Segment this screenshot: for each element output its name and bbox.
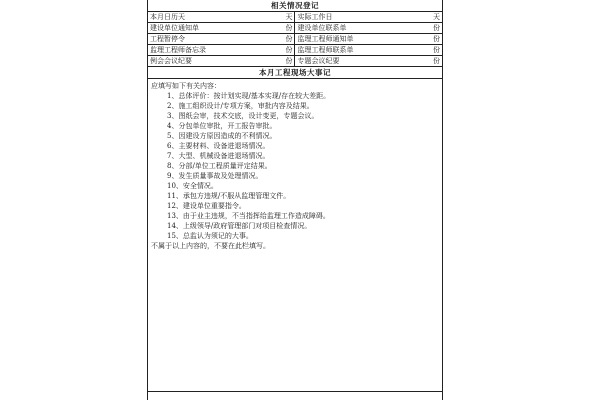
registration-row <box>148 12 442 23</box>
right-label: 监理工程师联系单 <box>295 45 422 56</box>
event-list-item: 14、上级领导/政府管理部门对项目检查情况。 <box>167 222 312 230</box>
right-label: 专题会议纪要 <box>295 56 422 67</box>
bottom-border <box>148 391 442 392</box>
event-list-item: 3、图纸会审，技术交底，设计变更，专题会议。 <box>167 112 319 120</box>
registration-row <box>148 23 442 34</box>
outro-text: 不属于以上内容的，不要在此栏填写。 <box>151 242 270 250</box>
right-unit: 份 <box>422 23 442 34</box>
event-list-item: 13、由于业主违规，不当指挥给监理工作造成障碍。 <box>167 212 330 220</box>
left-label: 工程暂停令 <box>148 34 274 45</box>
right-label: 实际工作日 <box>295 12 422 23</box>
left-unit: 份 <box>274 34 295 45</box>
report-sheet <box>147 0 443 400</box>
events-body <box>148 79 442 253</box>
registration-row <box>148 45 442 56</box>
left-label: 本月日历天 <box>148 12 274 23</box>
event-list-item: 10、安全情况。 <box>167 182 218 190</box>
left-unit: 份 <box>274 45 295 56</box>
event-list-item: 5、因建设方原因造成的不利情况。 <box>167 132 277 140</box>
event-list <box>151 91 439 241</box>
section-title: 本月工程现场大事记 <box>148 67 442 79</box>
registration-row <box>148 34 442 45</box>
registration-row <box>148 56 442 67</box>
event-list-item: 2、施工组织设计/专项方案，审批内容及结果。 <box>167 102 314 110</box>
right-label: 建设单位联系单 <box>295 23 422 34</box>
right-unit: 份 <box>422 56 442 67</box>
left-unit: 份 <box>274 56 295 67</box>
event-list-item: 4、分包单位审批，开工报告审批。 <box>167 122 277 130</box>
registration-table <box>148 12 442 67</box>
event-list-item: 6、主要材料、设备进退场情况。 <box>167 142 270 150</box>
site-events-section <box>148 67 442 253</box>
left-unit: 天 <box>274 12 295 23</box>
event-list-item: 9、发生质量事故及处理情况。 <box>167 172 263 180</box>
right-unit: 份 <box>422 34 442 45</box>
event-list-item: 1、总体评价：按计划实现/基本实现/存在较大差距。 <box>167 92 331 100</box>
event-list-item: 7、大型、机械设备进退场情况。 <box>167 152 270 160</box>
left-label: 监理工程师备忘录 <box>148 45 274 56</box>
intro-text: 应填写如下有关内容： <box>151 82 221 90</box>
left-label: 例会会议纪要 <box>148 56 274 67</box>
right-unit: 天 <box>422 12 442 23</box>
related-registration-section <box>148 0 442 67</box>
event-list-item: 15、总监认为须记的大事。 <box>167 232 253 240</box>
left-unit: 份 <box>274 23 295 34</box>
event-list-item: 11、承包方违规/不服从监理管理文件。 <box>167 192 291 200</box>
section-title: 相关情况登记 <box>148 0 442 12</box>
event-list-item: 12、建设单位重要指令。 <box>167 202 246 210</box>
left-label: 建设单位通知单 <box>148 23 274 34</box>
right-label: 监理工程师通知单 <box>295 34 422 45</box>
right-unit: 份 <box>422 45 442 56</box>
event-list-item: 8、分部/单位工程质量评定结果。 <box>167 162 272 170</box>
